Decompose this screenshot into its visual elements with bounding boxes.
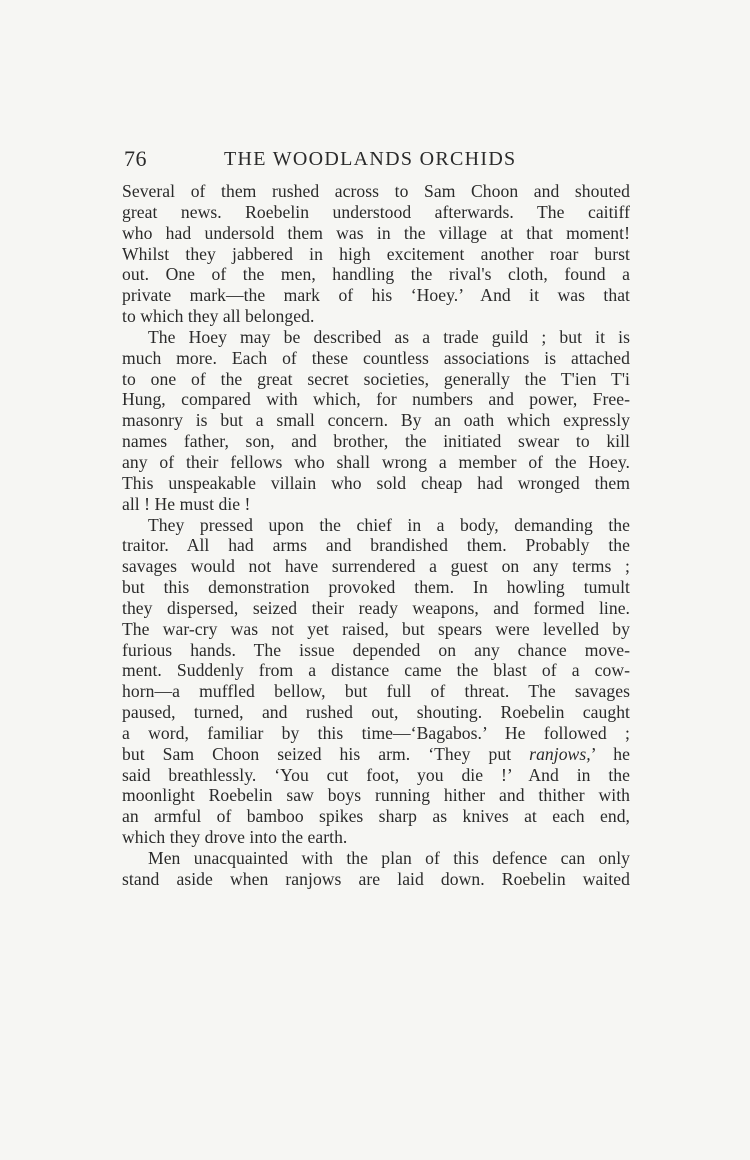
italic-word: ranjows,	[529, 743, 591, 764]
text-line: to one of the great secret societies, generally the T'ien T'i	[122, 368, 630, 389]
text-line: who had undersold them was in the village at that moment!	[122, 222, 630, 243]
text-line: furious hands. The issue depended on any chance move-	[122, 639, 630, 660]
text-line: This unspeakable villain who sold cheap had wronged them	[122, 472, 630, 493]
running-head	[124, 145, 632, 173]
text-line: but this demonstration provoked them. In howling tumult	[122, 577, 630, 598]
text-line: traitor. All had arms and brandished them. Probably the	[122, 535, 630, 556]
text-line: a word, familiar by this time—‘Bagabos.’ He followed ;	[122, 722, 630, 743]
text-line: great news. Roebelin understood afterwards. The caitiff	[122, 201, 630, 222]
text-line: masonry is but a small concern. By an oath which expressly	[122, 410, 630, 431]
text-line: said breathlessly. ‘You cut foot, you die !’ And in the	[122, 764, 630, 785]
text-line: an armful of bamboo spikes sharp as knives at each end,	[122, 806, 630, 827]
page-number: 76	[124, 146, 147, 171]
text-line-lead: but Sam Choon seized his arm. ‘They put	[122, 743, 512, 764]
text-line: The war-cry was not yet raised, but spears were levelled by	[122, 618, 630, 639]
text-line: to which they all belonged.	[122, 306, 315, 327]
text-line	[122, 744, 630, 765]
text-line: The Hoey may be described as a trade guild ; but it is	[148, 326, 630, 347]
text-line: Men unacquainted with the plan of this defence can only	[148, 848, 630, 868]
text-line: horn—a muffled bellow, but full of threat. The savages	[122, 681, 630, 702]
text-line: They pressed upon the chief in a body, demanding the	[148, 514, 630, 535]
text-line: private mark—the mark of his ‘Hoey.’ And it was that	[122, 285, 630, 306]
text-line: Whilst they jabbered in high excitement another roar burst	[122, 243, 630, 264]
text-line: stand aside when ranjows are laid down. Roebelin waited	[122, 868, 630, 889]
text-line: any of their fellows who shall wrong a member of the Hoey.	[122, 451, 630, 472]
text-line: Hung, compared with which, for numbers and power, Free-	[122, 389, 630, 410]
text-line: paused, turned, and rushed out, shouting. Roebelin caught	[122, 702, 630, 723]
body-text	[122, 181, 630, 890]
text-line: names father, son, and brother, the initiated swear to kill	[122, 431, 630, 452]
text-line: all ! He must die !	[122, 493, 251, 514]
text-line: they dispersed, seized their ready weapons, and formed line.	[122, 597, 630, 618]
text-line: Several of them rushed across to Sam Choon and shouted	[122, 181, 630, 201]
text-line-tail: ’ he	[590, 743, 631, 764]
text-line: much more. Each of these countless associations is attached	[122, 347, 630, 368]
text-line: out. One of the men, handling the rival's cloth, found a	[122, 264, 630, 285]
text-line: ment. Suddenly from a distance came the blast of a cow-	[122, 660, 630, 681]
text-line: moonlight Roebelin saw boys running hither and thither with	[122, 785, 630, 806]
text-line: which they drove into the earth.	[122, 827, 348, 848]
text-line: savages would not have surrendered a guest on any terms ;	[122, 556, 630, 577]
running-title: THE WOODLANDS ORCHIDS	[224, 148, 517, 170]
